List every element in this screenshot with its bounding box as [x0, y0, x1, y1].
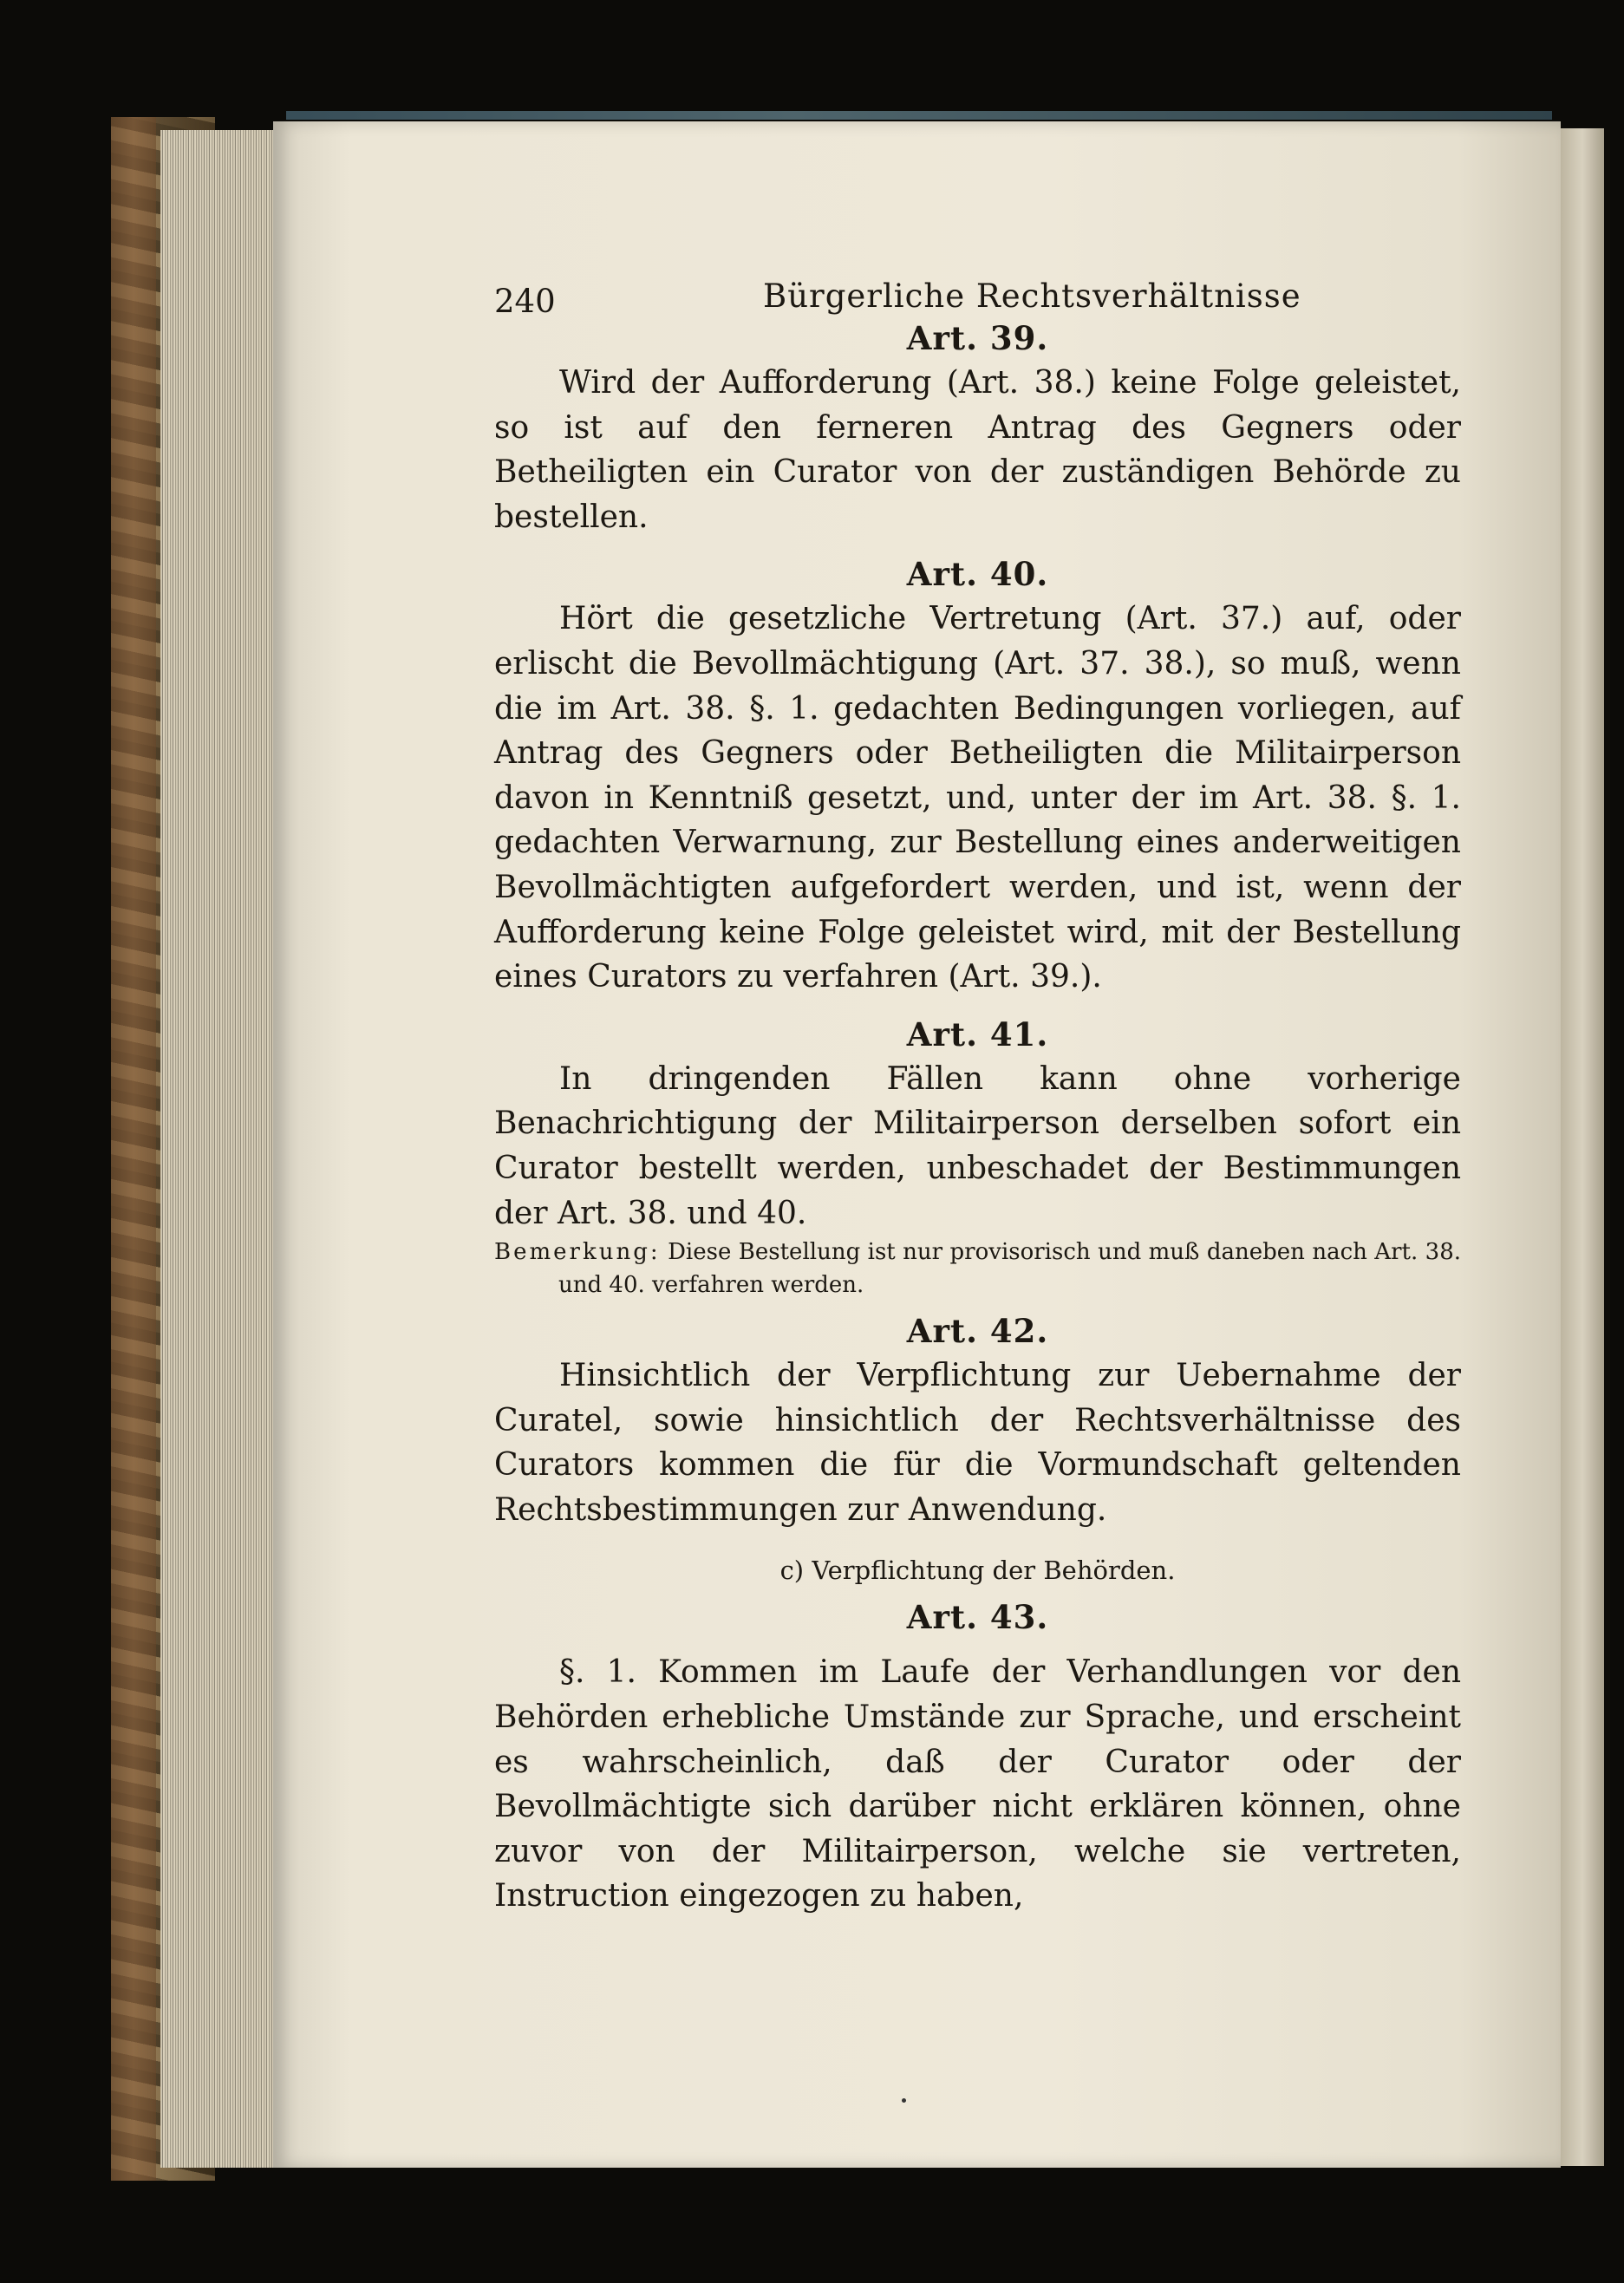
article-heading: Art. 40. — [906, 555, 1049, 594]
section-subheading: c) Verpflichtung der Behörden. — [779, 1556, 1176, 1586]
article-paragraph: Hinsichtlich der Verpflichtung zur Uebernahme der Curatel, sowie hinsichtlich der Rechtsverhältnisse des Curators kommen die für die Vormundschaft geltenden Rechtsbestimmungen zur Anwendung. — [494, 1358, 1461, 1528]
page-stack-edges — [160, 130, 282, 2168]
remark-label: Bemerkung: — [494, 1239, 661, 1266]
book-spine-leather — [111, 117, 156, 2181]
article-heading: Art. 43. — [906, 1598, 1049, 1637]
running-head — [494, 260, 1461, 320]
remark-note — [494, 1236, 1461, 1301]
page-text — [494, 260, 1461, 1919]
top-edge-binding — [286, 111, 1552, 120]
article-heading: Art. 41. — [906, 1014, 1049, 1053]
article-paragraph: Wird der Aufforderung (Art. 38.) keine Folge geleistet, so ist auf den ferneren Antrag des Gegners oder Betheiligten ein Curator von der zuständigen Behörde zu bestellen. — [494, 365, 1461, 535]
page-number: 240 — [494, 283, 556, 320]
article-heading: Art. 39. — [906, 319, 1049, 357]
remark-text: Diese Bestellung ist nur provisorisch und muß daneben nach Art. 38. und 40. verfahren werden. — [558, 1239, 1461, 1299]
running-title: Bürgerliche Rechtsverhältnisse — [763, 277, 1301, 315]
article-paragraph: §. 1. Kommen im Laufe der Verhandlungen vor den Behörden erhebliche Umstände zur Sprache, und erscheint es wahrscheinlich, daß der Curator oder der Bevollmächtigte sich darüber nicht erklären können, ohne zuvor von der Militairperson, welche sie vertreten, Instruction eingezogen zu haben, — [494, 1654, 1461, 1914]
ink-speck — [902, 2098, 906, 2103]
article-paragraph: In dringenden Fällen kann ohne vorherige Benachrichtigung der Militairperson derselben sofort ein Curator bestellt werden, unbeschadet der Bestimmungen der Art. 38. und 40. — [494, 1060, 1461, 1231]
article-paragraph: Hört die gesetzliche Vertretung (Art. 37.) auf, oder erlischt die Bevollmächtigung (Art. 37. 38.), so muß, wenn die im Art. 38. §. 1. gedachten Bedingungen vorliegen, auf Antrag des Gegners oder Betheiligten die Militairperson davon in Kenntniß gesetzt, und, unter der im Art. 38. §. 1. gedachten Verwarnung, zur Bestellung eines anderweitigen Bevollmächtigten aufgefordert werden, und ist, wenn der Aufforderung keine Folge geleistet wird, mit der Bestellung eines Curators zu verfahren (Art. 39.). — [494, 601, 1461, 995]
facing-page-edge — [1561, 128, 1604, 2166]
article-heading: Art. 42. — [906, 1312, 1049, 1351]
